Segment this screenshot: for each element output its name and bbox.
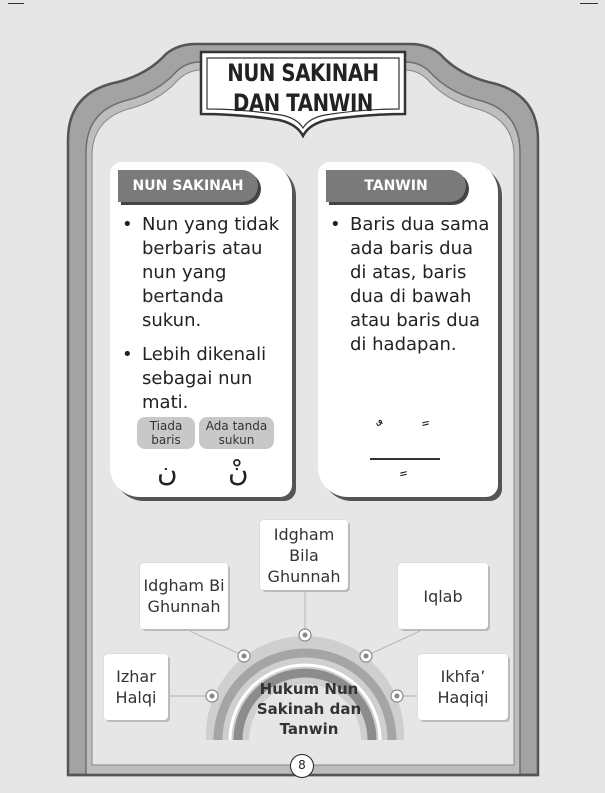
- tanwin-heading: TANWIN: [326, 170, 466, 202]
- list-item: • Nun yang tidak berbaris atau nun yang bertanda sukun.: [122, 214, 280, 331]
- bullet-icon: •: [122, 344, 133, 365]
- tag-tiada-baris: Tiada baris: [137, 417, 195, 449]
- bullet-icon: •: [330, 214, 341, 235]
- nun-sakinah-heading: NUN SAKINAH: [118, 170, 258, 202]
- hukum-idgham-bi-ghunnah: Idgham Bi Ghunnah: [140, 563, 228, 629]
- hukum-izhar-halqi: Izhar Halqi: [104, 654, 168, 720]
- list-item: • Baris dua sama ada baris dua di atas, baris dua di bawah atau baris dua di hadapan.: [330, 214, 490, 355]
- hukum-center-label: Hukum Nun Sakinah dan Tanwin: [256, 680, 362, 738]
- nun-sukun-example: نْ: [228, 455, 249, 488]
- tag-ada-tanda-sukun: Ada tanda sukun: [199, 417, 274, 449]
- hukum-iqlab: Iqlab: [398, 563, 488, 629]
- bullet-icon: •: [122, 214, 133, 235]
- title-line-1: NUN SAKINAH: [227, 59, 379, 87]
- nun-example: ن: [157, 455, 178, 488]
- list-item: • Lebih dikenali sebagai nun mati.: [122, 344, 267, 413]
- page-number: 8: [290, 754, 314, 778]
- hukum-idgham-bila-ghunnah: Idgham Bila Ghunnah: [260, 520, 348, 590]
- title-line-2: DAN TANWIN: [233, 89, 373, 117]
- hukum-ikhfa-haqiqi: Ikhfa’ Haqiqi: [418, 654, 508, 720]
